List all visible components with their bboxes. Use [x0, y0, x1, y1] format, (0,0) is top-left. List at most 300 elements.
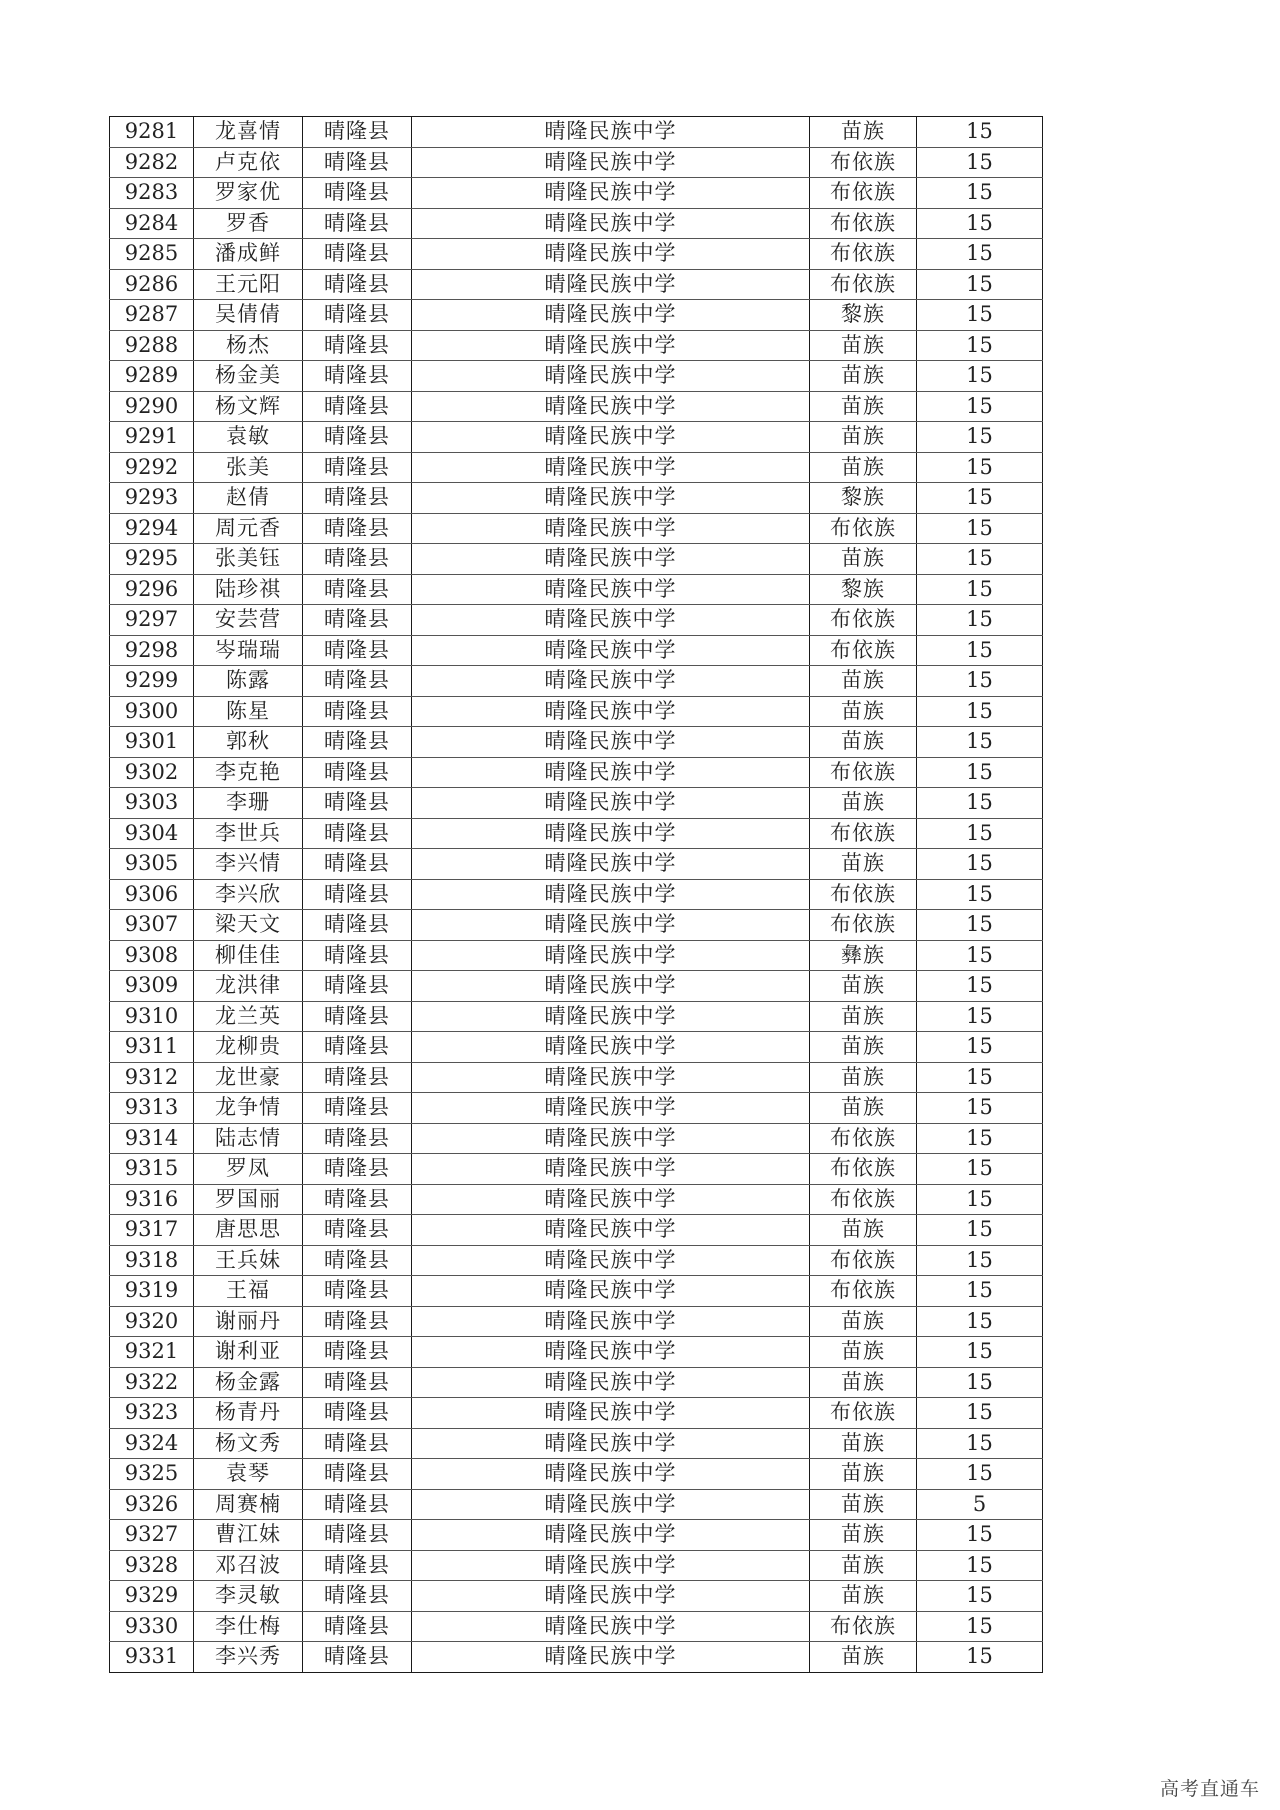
student-name-cell: 张美钰 — [194, 544, 303, 575]
table-row — [110, 1550, 1043, 1581]
student-name-cell: 龙争情 — [194, 1093, 303, 1124]
student-name-cell: 袁琴 — [194, 1459, 303, 1490]
row-number-cell: 9286 — [110, 269, 194, 300]
score-cell: 15 — [917, 452, 1043, 483]
county-name-cell: 晴隆县 — [303, 666, 412, 697]
student-name-cell: 李仕梅 — [194, 1611, 303, 1642]
student-name-cell: 郭秋 — [194, 727, 303, 758]
student-name-cell: 龙喜情 — [194, 117, 303, 148]
ethnicity-cell: 布依族 — [810, 910, 917, 941]
county-name-cell: 晴隆县 — [303, 1276, 412, 1307]
table-row — [110, 544, 1043, 575]
county-name-cell: 晴隆县 — [303, 818, 412, 849]
score-cell: 15 — [917, 1245, 1043, 1276]
student-name-cell: 李兴情 — [194, 849, 303, 880]
student-name-cell: 龙世豪 — [194, 1062, 303, 1093]
county-name-cell: 晴隆县 — [303, 1398, 412, 1429]
county-name-cell: 晴隆县 — [303, 971, 412, 1002]
table-row — [110, 1459, 1043, 1490]
county-name-cell: 晴隆县 — [303, 147, 412, 178]
student-name-cell: 梁天文 — [194, 910, 303, 941]
county-name-cell: 晴隆县 — [303, 1001, 412, 1032]
school-name-cell: 晴隆民族中学 — [412, 1428, 810, 1459]
table-row — [110, 147, 1043, 178]
school-name-cell: 晴隆民族中学 — [412, 269, 810, 300]
school-name-cell: 晴隆民族中学 — [412, 818, 810, 849]
score-cell: 15 — [917, 1367, 1043, 1398]
student-name-cell: 杨金露 — [194, 1367, 303, 1398]
student-name-cell: 王元阳 — [194, 269, 303, 300]
table-row — [110, 361, 1043, 392]
school-name-cell: 晴隆民族中学 — [412, 1032, 810, 1063]
score-cell: 15 — [917, 879, 1043, 910]
student-name-cell: 陆珍祺 — [194, 574, 303, 605]
county-name-cell: 晴隆县 — [303, 757, 412, 788]
school-name-cell: 晴隆民族中学 — [412, 971, 810, 1002]
table-row — [110, 1184, 1043, 1215]
ethnicity-cell: 布依族 — [810, 1245, 917, 1276]
score-cell: 15 — [917, 544, 1043, 575]
ethnicity-cell: 苗族 — [810, 727, 917, 758]
row-number-cell: 9323 — [110, 1398, 194, 1429]
ethnicity-cell: 苗族 — [810, 1642, 917, 1673]
ethnicity-cell: 苗族 — [810, 1520, 917, 1551]
ethnicity-cell: 布依族 — [810, 513, 917, 544]
ethnicity-cell: 苗族 — [810, 361, 917, 392]
county-name-cell: 晴隆县 — [303, 696, 412, 727]
school-name-cell: 晴隆民族中学 — [412, 1001, 810, 1032]
ethnicity-cell: 布依族 — [810, 269, 917, 300]
student-name-cell: 岑瑞瑞 — [194, 635, 303, 666]
table-row — [110, 727, 1043, 758]
score-cell: 15 — [917, 635, 1043, 666]
school-name-cell: 晴隆民族中学 — [412, 1245, 810, 1276]
row-number-cell: 9314 — [110, 1123, 194, 1154]
row-number-cell: 9303 — [110, 788, 194, 819]
row-number-cell: 9312 — [110, 1062, 194, 1093]
school-name-cell: 晴隆民族中学 — [412, 666, 810, 697]
school-name-cell: 晴隆民族中学 — [412, 1550, 810, 1581]
score-cell: 15 — [917, 513, 1043, 544]
table-row — [110, 1611, 1043, 1642]
ethnicity-cell: 苗族 — [810, 544, 917, 575]
student-name-cell: 王兵妹 — [194, 1245, 303, 1276]
row-number-cell: 9302 — [110, 757, 194, 788]
ethnicity-cell: 布依族 — [810, 1276, 917, 1307]
ethnicity-cell: 布依族 — [810, 178, 917, 209]
ethnicity-cell: 苗族 — [810, 1032, 917, 1063]
score-cell: 15 — [917, 574, 1043, 605]
score-cell: 15 — [917, 330, 1043, 361]
school-name-cell: 晴隆民族中学 — [412, 239, 810, 270]
ethnicity-cell: 苗族 — [810, 1306, 917, 1337]
row-number-cell: 9317 — [110, 1215, 194, 1246]
row-number-cell: 9299 — [110, 666, 194, 697]
school-name-cell: 晴隆民族中学 — [412, 1215, 810, 1246]
school-name-cell: 晴隆民族中学 — [412, 696, 810, 727]
score-cell: 15 — [917, 1001, 1043, 1032]
score-cell: 15 — [917, 1276, 1043, 1307]
row-number-cell: 9297 — [110, 605, 194, 636]
row-number-cell: 9330 — [110, 1611, 194, 1642]
ethnicity-cell: 布依族 — [810, 147, 917, 178]
score-cell: 15 — [917, 1459, 1043, 1490]
score-cell: 15 — [917, 1398, 1043, 1429]
ethnicity-cell: 布依族 — [810, 635, 917, 666]
score-cell: 15 — [917, 1642, 1043, 1673]
table-row — [110, 513, 1043, 544]
score-cell: 5 — [917, 1489, 1043, 1520]
table-row — [110, 330, 1043, 361]
row-number-cell: 9296 — [110, 574, 194, 605]
ethnicity-cell: 布依族 — [810, 757, 917, 788]
student-name-cell: 谢丽丹 — [194, 1306, 303, 1337]
row-number-cell: 9291 — [110, 422, 194, 453]
county-name-cell: 晴隆县 — [303, 117, 412, 148]
row-number-cell: 9322 — [110, 1367, 194, 1398]
county-name-cell: 晴隆县 — [303, 300, 412, 331]
table-row — [110, 1215, 1043, 1246]
table-row — [110, 1001, 1043, 1032]
student-name-cell: 罗凤 — [194, 1154, 303, 1185]
student-name-cell: 罗国丽 — [194, 1184, 303, 1215]
school-name-cell: 晴隆民族中学 — [412, 1184, 810, 1215]
table-row — [110, 910, 1043, 941]
ethnicity-cell: 苗族 — [810, 849, 917, 880]
roster-body — [110, 117, 1043, 1673]
ethnicity-cell: 苗族 — [810, 1093, 917, 1124]
score-cell: 15 — [917, 1184, 1043, 1215]
ethnicity-cell: 苗族 — [810, 1489, 917, 1520]
county-name-cell: 晴隆县 — [303, 269, 412, 300]
row-number-cell: 9295 — [110, 544, 194, 575]
ethnicity-cell: 苗族 — [810, 452, 917, 483]
student-name-cell: 李兴欣 — [194, 879, 303, 910]
table-row — [110, 788, 1043, 819]
score-cell: 15 — [917, 1032, 1043, 1063]
row-number-cell: 9329 — [110, 1581, 194, 1612]
student-name-cell: 卢克依 — [194, 147, 303, 178]
student-name-cell: 周赛楠 — [194, 1489, 303, 1520]
table-row — [110, 971, 1043, 1002]
student-name-cell: 陈露 — [194, 666, 303, 697]
county-name-cell: 晴隆县 — [303, 1550, 412, 1581]
ethnicity-cell: 苗族 — [810, 1367, 917, 1398]
student-name-cell: 杨青丹 — [194, 1398, 303, 1429]
score-cell: 15 — [917, 940, 1043, 971]
table-row — [110, 117, 1043, 148]
table-row — [110, 1337, 1043, 1368]
ethnicity-cell: 苗族 — [810, 1428, 917, 1459]
student-name-cell: 谢利亚 — [194, 1337, 303, 1368]
table-row — [110, 666, 1043, 697]
score-cell: 15 — [917, 117, 1043, 148]
table-row — [110, 1154, 1043, 1185]
row-number-cell: 9318 — [110, 1245, 194, 1276]
county-name-cell: 晴隆县 — [303, 483, 412, 514]
score-cell: 15 — [917, 1093, 1043, 1124]
county-name-cell: 晴隆县 — [303, 1184, 412, 1215]
row-number-cell: 9290 — [110, 391, 194, 422]
county-name-cell: 晴隆县 — [303, 1367, 412, 1398]
row-number-cell: 9310 — [110, 1001, 194, 1032]
school-name-cell: 晴隆民族中学 — [412, 452, 810, 483]
row-number-cell: 9321 — [110, 1337, 194, 1368]
row-number-cell: 9307 — [110, 910, 194, 941]
table-row — [110, 178, 1043, 209]
county-name-cell: 晴隆县 — [303, 330, 412, 361]
row-number-cell: 9315 — [110, 1154, 194, 1185]
table-row — [110, 391, 1043, 422]
score-cell: 15 — [917, 1337, 1043, 1368]
county-name-cell: 晴隆县 — [303, 452, 412, 483]
table-row — [110, 1581, 1043, 1612]
school-name-cell: 晴隆民族中学 — [412, 1367, 810, 1398]
county-name-cell: 晴隆县 — [303, 391, 412, 422]
student-name-cell: 罗家优 — [194, 178, 303, 209]
ethnicity-cell: 布依族 — [810, 1123, 917, 1154]
student-name-cell: 唐思思 — [194, 1215, 303, 1246]
score-cell: 15 — [917, 910, 1043, 941]
score-cell: 15 — [917, 178, 1043, 209]
row-number-cell: 9294 — [110, 513, 194, 544]
row-number-cell: 9316 — [110, 1184, 194, 1215]
ethnicity-cell: 苗族 — [810, 696, 917, 727]
row-number-cell: 9326 — [110, 1489, 194, 1520]
row-number-cell: 9324 — [110, 1428, 194, 1459]
ethnicity-cell: 苗族 — [810, 1215, 917, 1246]
table-row — [110, 1520, 1043, 1551]
row-number-cell: 9281 — [110, 117, 194, 148]
row-number-cell: 9301 — [110, 727, 194, 758]
row-number-cell: 9292 — [110, 452, 194, 483]
school-name-cell: 晴隆民族中学 — [412, 574, 810, 605]
table-row — [110, 208, 1043, 239]
school-name-cell: 晴隆民族中学 — [412, 1154, 810, 1185]
student-name-cell: 李灵敏 — [194, 1581, 303, 1612]
score-cell: 15 — [917, 1428, 1043, 1459]
score-cell: 15 — [917, 696, 1043, 727]
table-row — [110, 1367, 1043, 1398]
student-name-cell: 陈星 — [194, 696, 303, 727]
row-number-cell: 9293 — [110, 483, 194, 514]
county-name-cell: 晴隆县 — [303, 849, 412, 880]
table-row — [110, 452, 1043, 483]
table-row — [110, 269, 1043, 300]
score-cell: 15 — [917, 605, 1043, 636]
score-cell: 15 — [917, 818, 1043, 849]
county-name-cell: 晴隆县 — [303, 605, 412, 636]
table-row — [110, 879, 1043, 910]
county-name-cell: 晴隆县 — [303, 910, 412, 941]
school-name-cell: 晴隆民族中学 — [412, 483, 810, 514]
school-name-cell: 晴隆民族中学 — [412, 605, 810, 636]
row-number-cell: 9331 — [110, 1642, 194, 1673]
table-row — [110, 1276, 1043, 1307]
ethnicity-cell: 黎族 — [810, 574, 917, 605]
school-name-cell: 晴隆民族中学 — [412, 330, 810, 361]
row-number-cell: 9306 — [110, 879, 194, 910]
table-row — [110, 1306, 1043, 1337]
score-cell: 15 — [917, 788, 1043, 819]
student-name-cell: 杨文辉 — [194, 391, 303, 422]
student-name-cell: 吴倩倩 — [194, 300, 303, 331]
school-name-cell: 晴隆民族中学 — [412, 1337, 810, 1368]
score-cell: 15 — [917, 1550, 1043, 1581]
school-name-cell: 晴隆民族中学 — [412, 1306, 810, 1337]
ethnicity-cell: 布依族 — [810, 1398, 917, 1429]
table-row — [110, 1245, 1043, 1276]
score-cell: 15 — [917, 971, 1043, 1002]
student-name-cell: 龙洪律 — [194, 971, 303, 1002]
score-cell: 15 — [917, 727, 1043, 758]
ethnicity-cell: 黎族 — [810, 483, 917, 514]
county-name-cell: 晴隆县 — [303, 727, 412, 758]
school-name-cell: 晴隆民族中学 — [412, 117, 810, 148]
school-name-cell: 晴隆民族中学 — [412, 147, 810, 178]
row-number-cell: 9328 — [110, 1550, 194, 1581]
school-name-cell: 晴隆民族中学 — [412, 391, 810, 422]
school-name-cell: 晴隆民族中学 — [412, 849, 810, 880]
school-name-cell: 晴隆民族中学 — [412, 208, 810, 239]
table-row — [110, 849, 1043, 880]
row-number-cell: 9313 — [110, 1093, 194, 1124]
ethnicity-cell: 苗族 — [810, 788, 917, 819]
school-name-cell: 晴隆民族中学 — [412, 513, 810, 544]
ethnicity-cell: 布依族 — [810, 239, 917, 270]
table-row — [110, 605, 1043, 636]
ethnicity-cell: 苗族 — [810, 971, 917, 1002]
county-name-cell: 晴隆县 — [303, 1062, 412, 1093]
row-number-cell: 9308 — [110, 940, 194, 971]
student-name-cell: 安芸营 — [194, 605, 303, 636]
county-name-cell: 晴隆县 — [303, 513, 412, 544]
row-number-cell: 9282 — [110, 147, 194, 178]
row-number-cell: 9298 — [110, 635, 194, 666]
county-name-cell: 晴隆县 — [303, 1032, 412, 1063]
school-name-cell: 晴隆民族中学 — [412, 1489, 810, 1520]
ethnicity-cell: 苗族 — [810, 1001, 917, 1032]
student-name-cell: 曹江妹 — [194, 1520, 303, 1551]
student-name-cell: 赵倩 — [194, 483, 303, 514]
county-name-cell: 晴隆县 — [303, 1428, 412, 1459]
score-cell: 15 — [917, 1062, 1043, 1093]
school-name-cell: 晴隆民族中学 — [412, 727, 810, 758]
score-cell: 15 — [917, 422, 1043, 453]
student-name-cell: 李珊 — [194, 788, 303, 819]
school-name-cell: 晴隆民族中学 — [412, 544, 810, 575]
school-name-cell: 晴隆民族中学 — [412, 1276, 810, 1307]
row-number-cell: 9309 — [110, 971, 194, 1002]
county-name-cell: 晴隆县 — [303, 635, 412, 666]
ethnicity-cell: 苗族 — [810, 1459, 917, 1490]
table-row — [110, 1062, 1043, 1093]
student-name-cell: 李世兵 — [194, 818, 303, 849]
student-name-cell: 潘成鲜 — [194, 239, 303, 270]
student-name-cell: 邓召波 — [194, 1550, 303, 1581]
student-name-cell: 袁敏 — [194, 422, 303, 453]
score-cell: 15 — [917, 147, 1043, 178]
ethnicity-cell: 布依族 — [810, 605, 917, 636]
county-name-cell: 晴隆县 — [303, 178, 412, 209]
table-row — [110, 422, 1043, 453]
student-name-cell: 王福 — [194, 1276, 303, 1307]
ethnicity-cell: 苗族 — [810, 330, 917, 361]
score-cell: 15 — [917, 1215, 1043, 1246]
row-number-cell: 9283 — [110, 178, 194, 209]
ethnicity-cell: 布依族 — [810, 1154, 917, 1185]
county-name-cell: 晴隆县 — [303, 1489, 412, 1520]
student-name-cell: 李兴秀 — [194, 1642, 303, 1673]
county-name-cell: 晴隆县 — [303, 1459, 412, 1490]
row-number-cell: 9320 — [110, 1306, 194, 1337]
score-cell: 15 — [917, 1611, 1043, 1642]
school-name-cell: 晴隆民族中学 — [412, 361, 810, 392]
student-name-cell: 李克艳 — [194, 757, 303, 788]
county-name-cell: 晴隆县 — [303, 361, 412, 392]
school-name-cell: 晴隆民族中学 — [412, 422, 810, 453]
ethnicity-cell: 苗族 — [810, 666, 917, 697]
row-number-cell: 9311 — [110, 1032, 194, 1063]
score-cell: 15 — [917, 361, 1043, 392]
score-cell: 15 — [917, 391, 1043, 422]
county-name-cell: 晴隆县 — [303, 1642, 412, 1673]
student-name-cell: 张美 — [194, 452, 303, 483]
student-name-cell: 陆志情 — [194, 1123, 303, 1154]
score-cell: 15 — [917, 757, 1043, 788]
student-name-cell: 罗香 — [194, 208, 303, 239]
table-row — [110, 940, 1043, 971]
table-row — [110, 239, 1043, 270]
county-name-cell: 晴隆县 — [303, 208, 412, 239]
score-cell: 15 — [917, 666, 1043, 697]
score-cell: 15 — [917, 239, 1043, 270]
school-name-cell: 晴隆民族中学 — [412, 1581, 810, 1612]
student-name-cell: 龙柳贵 — [194, 1032, 303, 1063]
school-name-cell: 晴隆民族中学 — [412, 788, 810, 819]
row-number-cell: 9319 — [110, 1276, 194, 1307]
county-name-cell: 晴隆县 — [303, 788, 412, 819]
table-row — [110, 696, 1043, 727]
county-name-cell: 晴隆县 — [303, 1306, 412, 1337]
score-cell: 15 — [917, 208, 1043, 239]
school-name-cell: 晴隆民族中学 — [412, 1642, 810, 1673]
row-number-cell: 9305 — [110, 849, 194, 880]
school-name-cell: 晴隆民族中学 — [412, 1123, 810, 1154]
ethnicity-cell: 布依族 — [810, 818, 917, 849]
school-name-cell: 晴隆民族中学 — [412, 879, 810, 910]
school-name-cell: 晴隆民族中学 — [412, 1520, 810, 1551]
school-name-cell: 晴隆民族中学 — [412, 940, 810, 971]
school-name-cell: 晴隆民族中学 — [412, 757, 810, 788]
table-row — [110, 1398, 1043, 1429]
ethnicity-cell: 黎族 — [810, 300, 917, 331]
school-name-cell: 晴隆民族中学 — [412, 1062, 810, 1093]
student-name-cell: 柳佳佳 — [194, 940, 303, 971]
ethnicity-cell: 苗族 — [810, 1581, 917, 1612]
row-number-cell: 9288 — [110, 330, 194, 361]
ethnicity-cell: 苗族 — [810, 1337, 917, 1368]
school-name-cell: 晴隆民族中学 — [412, 910, 810, 941]
row-number-cell: 9325 — [110, 1459, 194, 1490]
ethnicity-cell: 布依族 — [810, 1184, 917, 1215]
row-number-cell: 9287 — [110, 300, 194, 331]
ethnicity-cell: 苗族 — [810, 422, 917, 453]
county-name-cell: 晴隆县 — [303, 940, 412, 971]
score-cell: 15 — [917, 1581, 1043, 1612]
ethnicity-cell: 布依族 — [810, 1611, 917, 1642]
student-name-cell: 杨金美 — [194, 361, 303, 392]
